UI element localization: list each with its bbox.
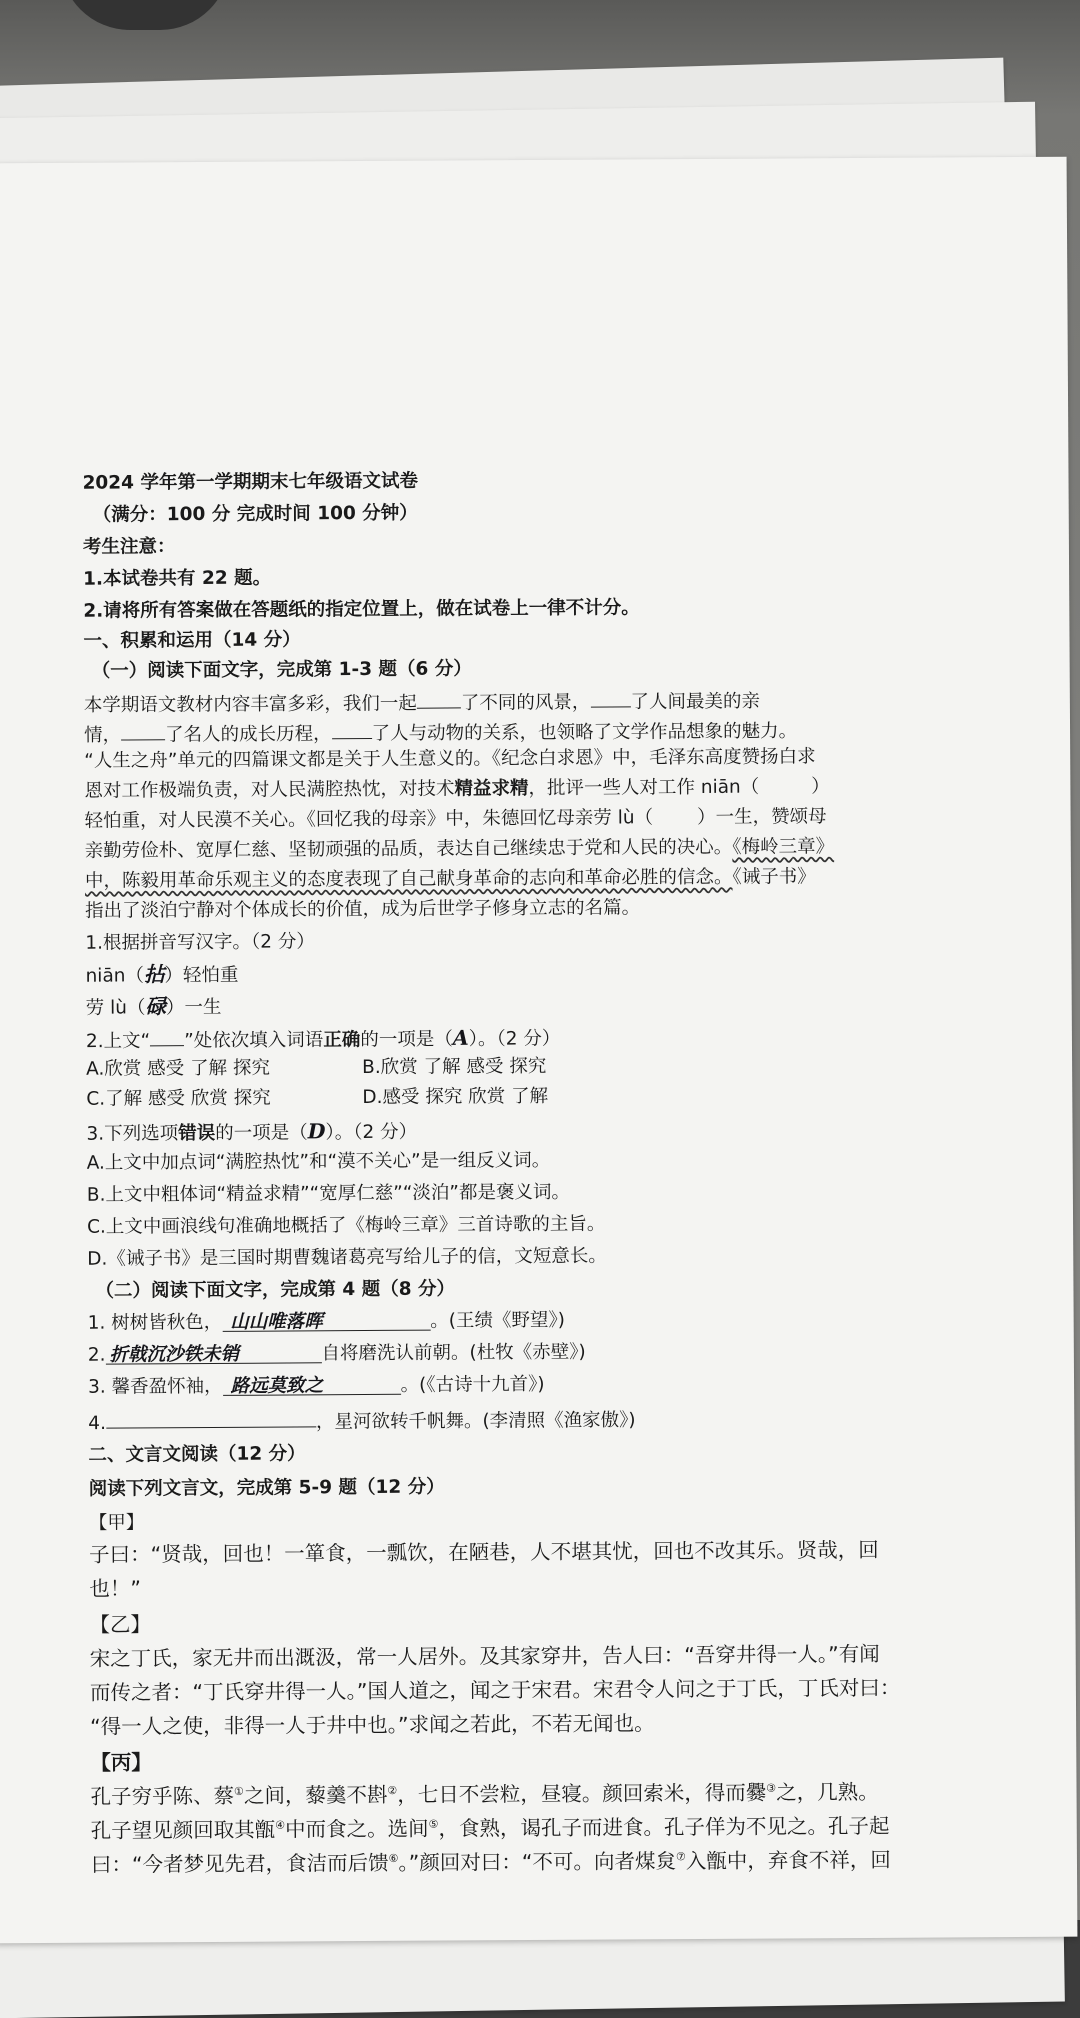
question-1-item-a: niān（拈）轻怕重 [85,962,239,987]
text-bing-line-3: 曰：“今者梦见先君，食洁而后馈⑥。”颜回对曰：“不可。向者煤炱⑦入甑中，弃食不祥，回 [90,1847,891,1877]
exam-subtitle: （满分：100 分 完成时间 100 分钟） [92,502,418,526]
handwritten-answer: 山山唯落晖 [222,1311,430,1333]
handwritten-answer: A [452,1025,469,1050]
text-bing-label: 【丙】 [90,1750,152,1775]
question-4-line-4: 4. ，星河欲转千帆舞。(李清照《渔家傲》) [88,1405,635,1435]
text-jia-line-1: 子曰：“贤哉，回也！一箪食，一瓢饮，在陋巷，人不堪其忧，回也不改其乐。贤哉，回 [89,1537,879,1567]
question-3-option-b: B.上文中粗体词“精益求精”“宽厚仁慈”“淡泊”都是褒义词。 [86,1181,571,1206]
fill-blank [106,1407,316,1429]
question-1-item-b: 劳 lù（碌）一生 [85,994,222,1019]
passage-line-2: 情， 了名人的成长历程， 了人与动物的关系，也领略了文学作品想象的魅力。 [84,720,798,747]
passage-line-1: 本学期语文教材内容丰富多彩，我们一起 了不同的风景， 了人间最美的亲 [84,687,760,718]
passage-line-3: “人生之舟”单元的四篇课文都是关于人生意义的。《纪念白求恩》中，毛泽东高度赞扬白求 [84,746,816,772]
exam-content [82,467,1032,1877]
text-jia-label: 【甲】 [88,1512,145,1534]
question-3-stem: 3.下列选项错误的一项是（D）。（2 分） [86,1119,418,1145]
question-3-option-c: C.上文中画浪线句准确地概括了《梅岭三章》三首诗歌的主旨。 [87,1213,606,1238]
fill-blank [150,1026,184,1047]
text-yi-label: 【乙】 [89,1612,152,1637]
part2-heading: 二、文言文阅读（12 分） [88,1443,306,1466]
handwritten-answer: D [307,1119,326,1144]
passage-line-5: 轻怕重，对人民漠不关心。《回忆我的母亲》中，朱德回忆母亲劳 lù（ ）一生，赞颂母 [84,806,827,832]
section1-heading: （一）阅读下面文字，完成第 1-3 题（6 分） [91,658,472,682]
notice-item-1: 1.本试卷共有 22 题。 [83,567,272,590]
fill-blank [332,719,372,740]
question-2-option-c: C.了解 感受 欣赏 探究 [86,1087,271,1110]
exam-paper [0,157,1077,1944]
handwritten-answer: 碌 [145,994,167,1019]
handwritten-answer: 路远莫致之 [223,1375,401,1397]
passage-line-8: 指出了淡泊宁静对个体成长的价值，成为后世学子修身立志的名篇。 [85,897,641,922]
question-4-line-2: 2. 折戟沉沙铁未销 自将磨洗认前朝。(杜牧《赤壁》) [87,1341,586,1366]
question-4-line-3: 3. 馨香盈怀袖， 路远莫致之 。(《古诗十九首》) [87,1373,545,1398]
question-1-stem: 1.根据拼音写汉字。（2 分） [85,931,315,954]
handwritten-answer: 拈 [143,962,165,987]
text-yi-line-1: 宋之丁氏，家无井而出溉汲，常一人居外。及其家穿井，告人曰：“吾穿井得一人。”有闻 [89,1641,880,1671]
question-2-option-d: D.感受 探究 欣赏 了解 [362,1085,549,1109]
text-yi-line-3: “得一人之使，非得一人于井中也。”求闻之若此，不若无闻也。 [90,1711,655,1739]
passage-line-4: 恩对工作极端负责，对人民满腔热忱，对技术精益求精，批评一些人对工作 niān（ ） [84,776,830,802]
question-3-option-d: D.《诫子书》是三国时期曹魏诸葛亮写给儿子的信，文短意长。 [87,1245,607,1270]
question-3-option-a: A.上文中加点词“满腔热忱”和“漠不关心”是一组反义词。 [86,1149,551,1174]
fill-blank [590,687,630,708]
question-2-option-b: B.欣赏 了解 感受 探究 [362,1055,547,1079]
passage-line-7: 中，陈毅用革命乐观主义的态度表现了自己献身革命的志向和革命必胜的信念。《诫子书》 [84,866,816,892]
text-bing-line-2: 孔子望见颜回取其甑④中而食之。选间⑤，食熟，谒孔子而进食。孔子佯为不见之。孔子起 [90,1813,890,1843]
section2-heading: （二）阅读下面文字，完成第 4 题（8 分） [95,1278,456,1302]
text-bing-line-1: 孔子穷乎陈、蔡①之间，藜羹不斟②，七日不尝粒，昼寝。颜回索米，得而爨③之，几熟。 [90,1779,879,1809]
part1-heading: 一、积累和运用（14 分） [83,629,301,652]
handwritten-answer: 折戟沉沙铁未销 [105,1343,321,1365]
question-2-option-a: A.欣赏 感受 了解 探究 [86,1057,271,1080]
notice-item-2: 2.请将所有答案做在答题纸的指定位置上，做在试卷上一律不计分。 [83,597,640,622]
fill-blank [121,720,165,741]
notice-heading: 考生注意： [82,536,176,558]
passage-line-6: 亲勤劳俭朴、宽厚仁慈、坚韧顽强的品质，表达自己继续忠于党和人民的决心。《梅岭三章》 [84,836,835,862]
part2-subheading: 阅读下列文言文，完成第 5-9 题（12 分） [88,1476,445,1500]
text-jia-line-2: 也！” [89,1576,141,1601]
question-4-line-1: 1. 树树皆秋色， 山山唯落晖 。(王绩《野望》) [87,1309,565,1334]
question-2-stem: 2.上文“ ”处依次填入词语正确的一项是（A）。（2 分） [85,1025,561,1053]
text-yi-line-2: 而传之者：“丁氏穿井得一人。”国人道之，闻之于宋君。宋君令人问之于丁氏，丁氏对曰： [89,1675,901,1705]
fill-blank [417,688,461,709]
exam-title: 2024 学年第一学期期末七年级语文试卷 [82,470,419,494]
